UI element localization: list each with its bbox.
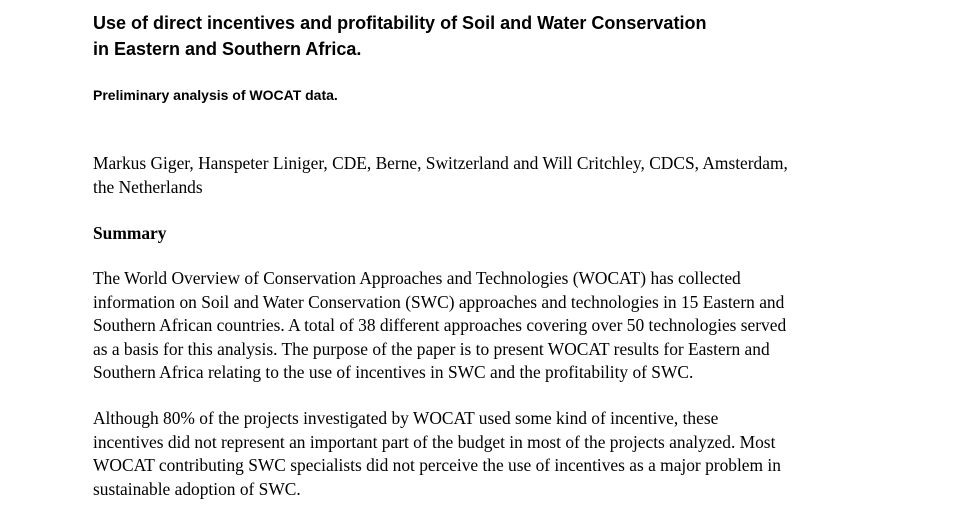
paragraph-line: Southern Africa relating to the use of incentives in SWC and the profitability of SWC. xyxy=(93,362,694,382)
summary-paragraph-1 xyxy=(93,267,953,385)
document-title xyxy=(93,10,953,62)
paragraph-line: Southern African countries. A total of 38 different approaches covering over 50 technologies served xyxy=(93,315,787,335)
paragraph-line: as a basis for this analysis. The purpose of the paper is to present WOCAT results for Eastern and xyxy=(93,338,770,359)
author-text-line: the Netherlands xyxy=(93,176,203,197)
document-subtitle: Preliminary analysis of WOCAT data. xyxy=(93,87,338,103)
summary-paragraph-2 xyxy=(93,407,953,501)
paragraph-line: sustainable adoption of SWC. xyxy=(93,478,301,499)
paragraph-line: Although 80% of the projects investigated by WOCAT used some kind of incentive, these xyxy=(93,408,719,428)
title-line: Use of direct incentives and profitability of Soil and Water Conservation xyxy=(93,13,707,33)
paragraph-line: WOCAT contributing SWC specialists did not perceive the use of incentives as a major problem in xyxy=(93,455,781,475)
summary-heading: Summary xyxy=(93,223,167,243)
paragraph-line: information on Soil and Water Conservation (SWC) approaches and technologies in 15 Eastern and xyxy=(93,291,785,312)
author-line xyxy=(93,152,953,199)
author-text-line: Markus Giger, Hanspeter Liniger, CDE, Berne, Switzerland and Will Critchley, CDCS, Amsterdam, xyxy=(93,153,788,173)
title-line: in Eastern and Southern Africa. xyxy=(93,39,362,59)
paragraph-line: The World Overview of Conservation Approaches and Technologies (WOCAT) has collected xyxy=(93,268,741,288)
paragraph-line: incentives did not represent an important part of the budget in most of the projects analyzed. Most xyxy=(93,431,776,452)
